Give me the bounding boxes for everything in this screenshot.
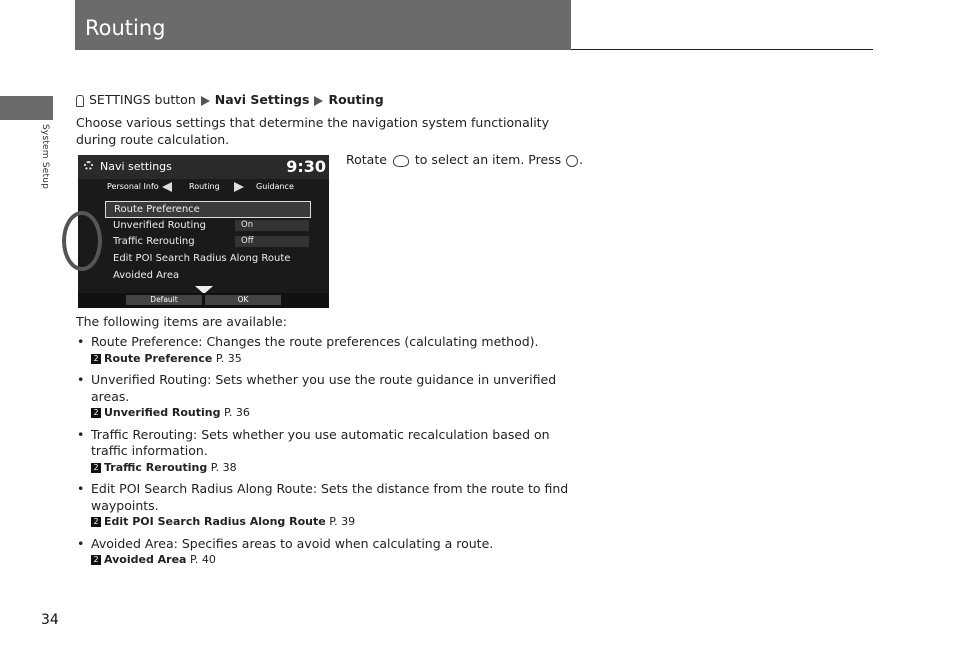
menu-item-unverified-routing: Unverified Routing On <box>105 218 311 235</box>
ok-button: OK <box>205 295 281 305</box>
reference-arrow-icon: 2 <box>91 555 101 565</box>
press-button-icon <box>566 155 578 167</box>
list-item <box>76 481 571 531</box>
gear-icon <box>84 161 93 170</box>
title-rule <box>571 49 873 50</box>
menu-item-avoided-area: Avoided Area <box>113 269 180 281</box>
reference-arrow-icon: 2 <box>91 354 101 364</box>
cross-reference[interactable]: 2 Edit POI Search Radius Along Route P. 39 <box>91 514 571 531</box>
page-number: 34 <box>41 612 59 628</box>
reference-arrow-icon: 2 <box>91 517 101 527</box>
reference-arrow-icon: 2 <box>91 463 101 473</box>
menu-value: Off <box>235 236 309 247</box>
cross-reference[interactable]: 2 Avoided Area P. 40 <box>91 552 571 569</box>
title-bar <box>75 0 571 50</box>
menu-value: On <box>235 220 309 231</box>
rotate-dial-icon <box>393 155 409 167</box>
right-arrow-icon <box>234 182 244 192</box>
settings-button-icon <box>76 95 84 107</box>
item-desc: : Sets whether you use the route guidance in unverified areas. <box>91 372 557 404</box>
screen-footer <box>78 293 329 308</box>
item-desc: : Sets the distance from the route to find waypoints. <box>91 481 569 513</box>
menu-item-edit-poi-search-radius: Edit POI Search Radius Along Route <box>113 253 291 265</box>
section-label: System Setup <box>40 124 50 190</box>
menu-item-traffic-rerouting: Traffic Rerouting Off <box>105 234 311 251</box>
item-desc: : Changes the route preferences (calculating method). <box>198 334 539 349</box>
intro-text: Choose various settings that determine the navigation system functionality during route calculation. <box>76 115 549 147</box>
breadcrumb-arrow-icon <box>201 96 210 106</box>
tab-personal-info: Personal Info <box>107 182 159 191</box>
item-desc: : Specifies areas to avoid when calculating a route. <box>173 535 494 551</box>
breadcrumb-step2: Routing <box>328 92 384 107</box>
item-term: Edit POI Search Radius Along Route <box>91 481 313 496</box>
reference-arrow-icon: 2 <box>91 408 101 418</box>
list-item <box>76 427 571 477</box>
instruction-text: Rotate to select an item. Press . <box>346 152 584 167</box>
screen-tabs <box>82 181 325 195</box>
list-item <box>76 536 571 569</box>
screen-menu <box>105 201 311 284</box>
list-item <box>76 334 571 367</box>
items-intro: The following items are available: <box>76 314 287 329</box>
default-button: Default <box>126 295 202 305</box>
item-desc: : Sets whether you use automatic recalculation based on traffic information. <box>91 426 550 458</box>
items-list <box>76 334 571 574</box>
breadcrumb-step1: Navi Settings <box>214 92 310 107</box>
screen-header <box>78 155 329 179</box>
item-term: Unverified Routing <box>91 372 208 387</box>
page-title: Routing <box>85 16 166 40</box>
item-term: Avoided Area <box>91 535 174 551</box>
left-arrow-icon <box>162 182 172 192</box>
breadcrumb-start: SETTINGS button <box>89 92 196 107</box>
item-term: Traffic Rerouting <box>91 426 194 442</box>
tab-routing: Routing <box>189 182 220 191</box>
breadcrumb-arrow-icon <box>314 96 323 106</box>
cross-reference[interactable]: 2 Unverified Routing P. 36 <box>91 405 571 422</box>
breadcrumb <box>76 92 384 107</box>
list-item <box>76 372 571 422</box>
menu-item-route-preference: Route Preference <box>105 201 311 218</box>
screen-clock: 9:30 <box>286 157 326 176</box>
section-tab <box>0 96 53 120</box>
item-term: Route Preference <box>91 334 199 349</box>
cross-reference[interactable]: 2 Traffic Rerouting P. 38 <box>91 460 571 477</box>
tab-guidance: Guidance <box>256 182 294 191</box>
screen-title: Navi settings <box>100 160 172 173</box>
cross-reference[interactable]: 2 Route Preference P. 35 <box>91 351 571 368</box>
dial-icon <box>62 211 102 271</box>
navi-screen-image <box>78 155 329 308</box>
